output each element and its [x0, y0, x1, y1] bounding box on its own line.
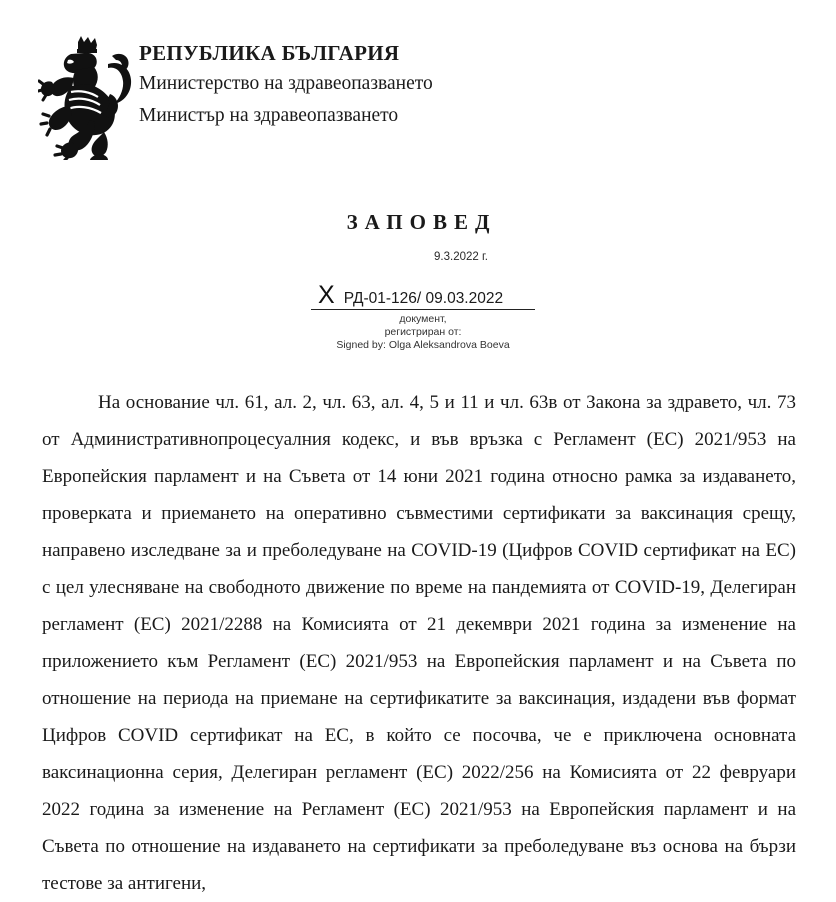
republic-name: РЕПУБЛИКА БЪЛГАРИЯ [139, 41, 400, 65]
date-stamp: 9.3.2022 г. [434, 251, 488, 263]
ministry-name: Министерство на здравеопазването [139, 73, 433, 94]
signature-caption [311, 310, 535, 352]
document-registration-number: РД-01-126/ 09.03.2022 [343, 290, 504, 307]
signature-caption-line-3: Signed by: Olga Aleksandrova Boeva [336, 339, 510, 351]
signature-caption-line-1: документ, [399, 313, 447, 325]
digital-signature-block [311, 282, 535, 352]
letterhead [0, 0, 836, 178]
minister-title: Министър на здравеопазването [139, 105, 399, 126]
bulgarian-coat-of-arms-lion-icon [38, 34, 136, 160]
signature-x-mark-icon: X [318, 281, 335, 309]
letterhead-text [139, 38, 659, 132]
document-title: ЗАПОВЕД [346, 210, 497, 234]
signature-caption-line-2: регистриран от: [384, 326, 462, 338]
body-paragraph: На основание чл. 61, ал. 2, чл. 63, ал. 4, 5 и 11 и чл. 63в от Закона за здравето, чл. 73 от Административнопроцесуалния кодекс, и във връзка с Регламент (ЕС) 2021/953 на Европейския парламент и на Съвета от 14 юни 2021 година относно рамка за издаването, проверката и приемането на оперативно съвместими сертификати за ваксинация срещу, направено изследване за и преболедуване на COVID-19 (Цифров COVID сертификат на ЕС) с цел улесняване на свободното движение по време на пандемията от COVID-19, Делегиран регламент (ЕС) 2021/2288 на Комисията от 21 декември 2021 година за изменение на приложението към Регламент (ЕС) 2021/953 на Европейския парламент и на Съвета по отношение на периода на приемане на сертификатите за ваксинация, издадени във формат Цифров COVID сертификат на ЕС, в който се посочва, че е приключена основната ваксинационна серия, Делегиран регламент (ЕС) 2022/256 на Комисията от 22 февруари 2022 година за изменение на Регламент (ЕС) 2021/953 на Европейския парламент и на Съвета по отношение на издаването на сертификати за преболедуване въз основа на бързи тестове за антигени, [42, 392, 796, 894]
signature-line-row [311, 282, 535, 308]
